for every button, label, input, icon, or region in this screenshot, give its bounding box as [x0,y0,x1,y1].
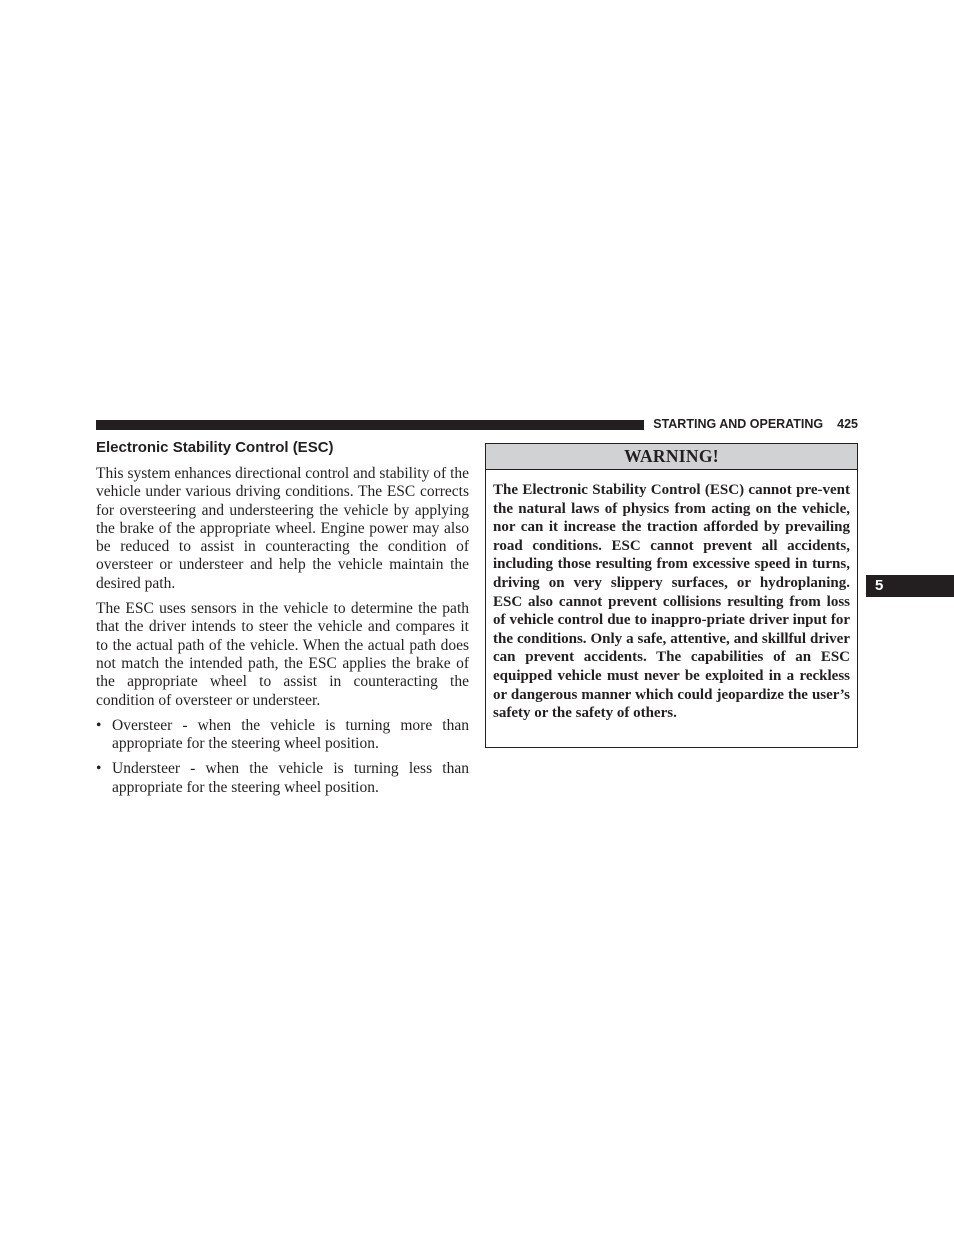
chapter-tab: 5 [866,575,954,597]
bullet-icon: • [96,716,102,734]
list-item-text: Oversteer - when the vehicle is turning more than appropriate for the steering wheel position. [112,716,469,753]
section-title: Electronic Stability Control (ESC) [96,439,334,456]
list-item [96,760,469,797]
body-paragraph: This system enhances directional control and stability of the vehicle under various driving conditions. The ESC corrects for oversteering and understeering the vehicle by applying the brake of the appropriate wheel. Engine power may also be reduced to assist in counteracting the condition of oversteer or understeer and help the vehicle maintain the desired path. [96,465,469,592]
header-rule [96,420,644,430]
list-item [96,717,469,754]
body-column [96,465,469,804]
warning-text: The Electronic Stability Control (ESC) cannot pre-vent the natural laws of physics from acting on the vehicle, nor can it increase the traction afforded by prevailing road conditions. ESC cannot prevent all accidents, including those resulting from excessive speed in turns, driving on very slippery surfaces, or hydroplaning. ESC also cannot prevent collisions resulting from loss of vehicle control due to inappro-priate driver input for the conditions. Only a safe, attentive, and skillful driver can prevent accidents. The capabilities of an ESC equipped vehicle must never be exploited in a reckless or dangerous manner which could jeopardize the user’s safety or the safety of others. [493,482,850,722]
list-item-text: Understeer - when the vehicle is turning less than appropriate for the steering wheel position. [112,760,469,796]
warning-title: WARNING! [486,444,857,470]
warning-box [485,443,858,748]
body-paragraph: The ESC uses sensors in the vehicle to determine the path that the driver intends to steer the vehicle and compares it to the actual path of the vehicle. When the actual path does not match the intended path, the ESC applies the brake of the appropriate wheel to assist in counteracting the condition of oversteer or understeer. [96,600,469,709]
running-header [652,417,858,431]
page-number: 425 [837,417,858,431]
header-section-title: STARTING AND OPERATING [653,417,824,431]
bullet-icon: • [96,760,102,778]
bullet-list [96,717,469,797]
